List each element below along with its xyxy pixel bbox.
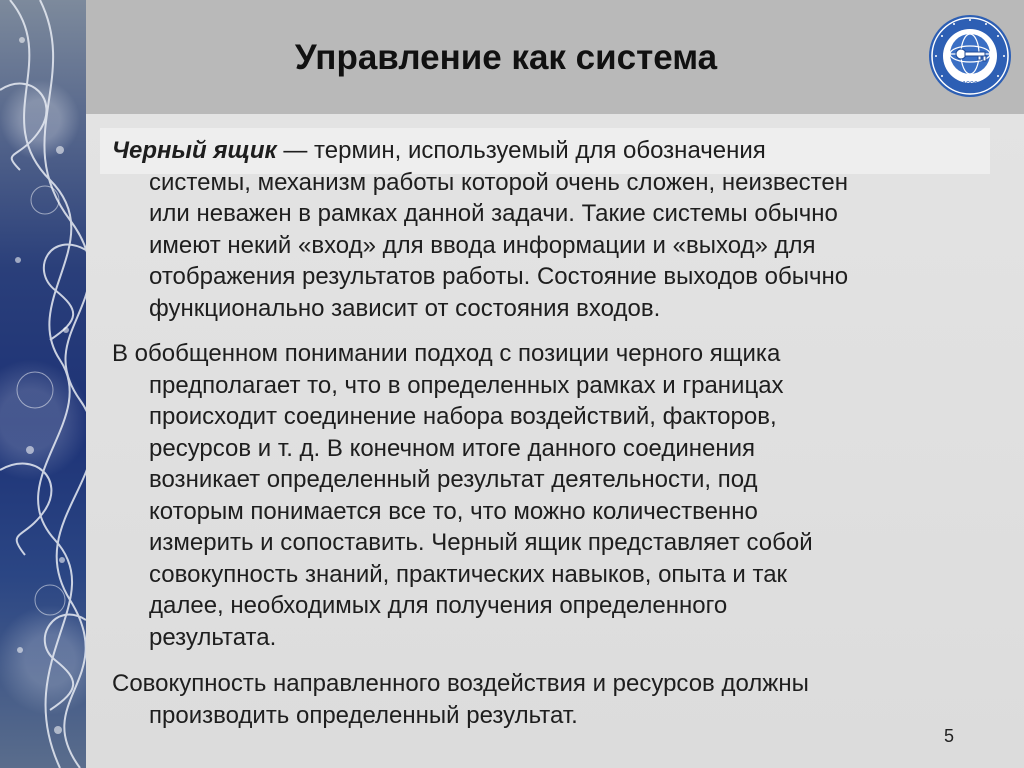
paragraph-line: отображения результатов работы. Состояние выходов обычно xyxy=(149,263,849,290)
paragraph-black-box-definition xyxy=(112,135,992,324)
paragraph-line: или неважен в рамках данной задачи. Такие системы обычно xyxy=(149,200,838,227)
paragraph-line: совокупность знаний, практических навыков, опыта и так xyxy=(149,560,788,588)
paragraph-line: возникает определенный результат деятельности, под xyxy=(149,466,758,493)
paragraph-line: результата. xyxy=(149,623,277,651)
key-globe-emblem-icon xyxy=(928,14,1012,98)
institution-emblem xyxy=(928,14,1012,98)
paragraph-first-line: Совокупность направленного воздействия и ресурсов должны xyxy=(112,670,809,697)
decorative-ornament-strip xyxy=(0,0,86,768)
term-black-box: Черный ящик xyxy=(112,137,277,164)
paragraph-line: предполагает то, что в определенных рамках и границах xyxy=(149,371,784,399)
paragraph-first-line xyxy=(112,135,992,167)
paragraph-line: далее, необходимых для получения определенного xyxy=(149,592,728,619)
floral-ornament-icon xyxy=(0,0,86,768)
paragraph-line: имеют некий «вход» для ввода информации и «выход» для xyxy=(149,231,816,259)
paragraph-line: ресурсов и т. д. В конечном итоге данного соединения xyxy=(149,434,756,462)
paragraph-line: измерить и сопоставить. Черный ящик представляет собой xyxy=(149,529,813,556)
term-definition-start: — термин, используемый для обозначения xyxy=(276,137,766,164)
page-number: 5 xyxy=(944,726,955,746)
paragraph-result xyxy=(112,668,992,731)
paragraph-line: системы, механизм работы которой очень сложен, неизвестен xyxy=(149,168,848,196)
slide-title: Управление как система xyxy=(294,38,718,77)
paragraph-line: производить определенный результат. xyxy=(149,701,578,729)
paragraph-line: которым понимается все то, что можно количественно xyxy=(149,497,758,525)
emblem-year: 1996 xyxy=(962,81,978,88)
paragraph-line: функционально зависит от состояния входов. xyxy=(149,294,661,322)
paragraph-generalized-approach xyxy=(112,338,992,653)
paragraph-line: происходит соединение набора воздействий, факторов, xyxy=(149,403,777,430)
paragraph-first-line: В обобщенном понимании подход с позиции черного ящика xyxy=(112,340,781,367)
